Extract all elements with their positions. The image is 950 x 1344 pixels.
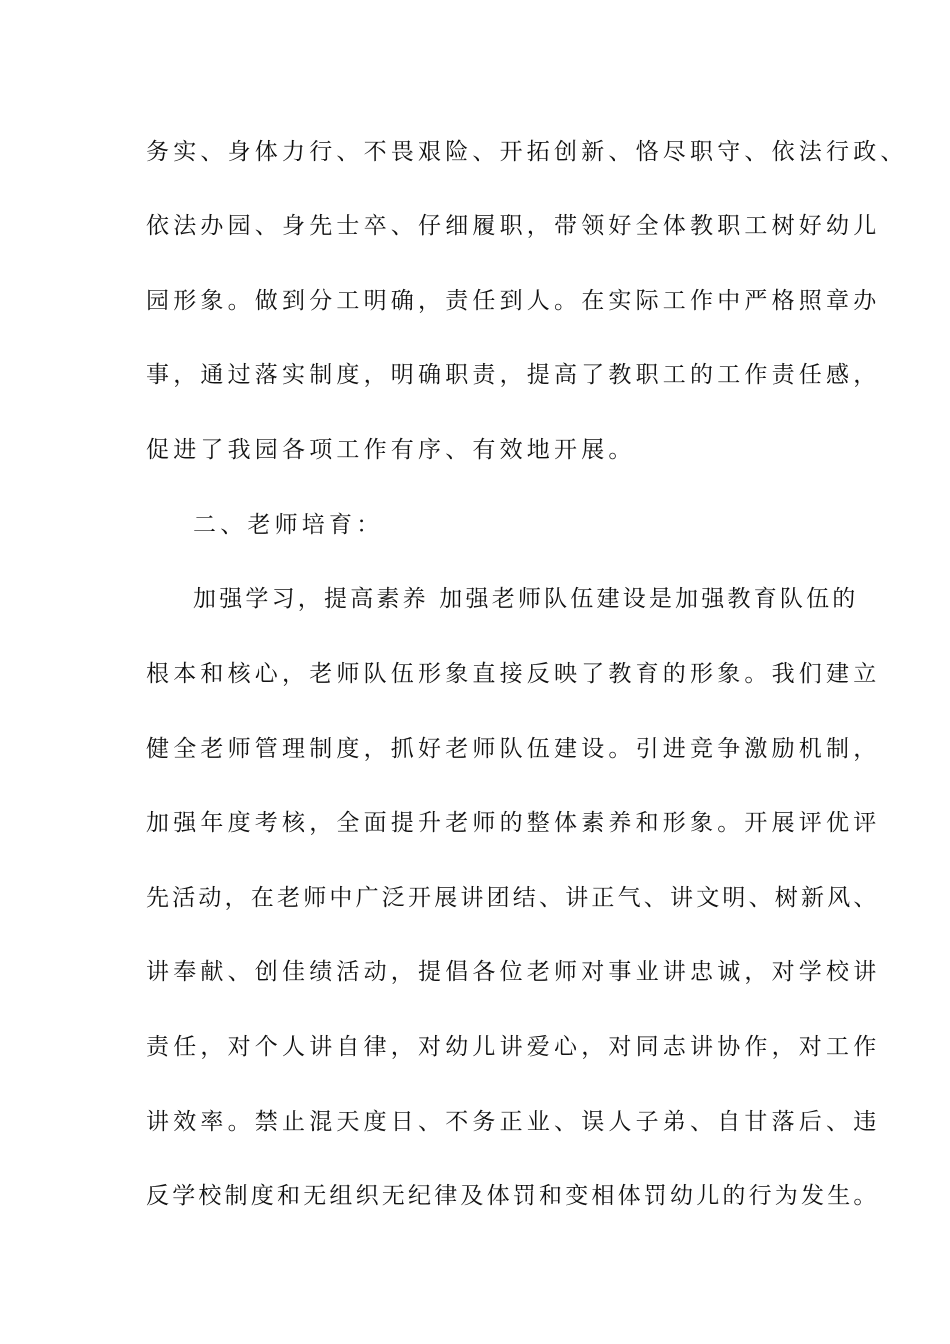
paragraph-line: 健全老师管理制度，抓好老师队伍建设。引进竞争激励机制， xyxy=(146,736,881,762)
paragraph-line: 讲效率。禁止混天度日、不务正业、误人子弟、自甘落后、违 xyxy=(146,1109,881,1135)
paragraph-line: 事，通过落实制度，明确职责，提高了教职工的工作责任感， xyxy=(146,362,881,388)
paragraph-line: 先活动，在老师中广泛开展讲团结、讲正气、讲文明、树新风、 xyxy=(146,885,880,911)
paragraph-line: 根本和核心，老师队伍形象直接反映了教育的形象。我们建立 xyxy=(146,661,881,687)
paragraph-line: 促进了我园各项工作有序、有效地开展。 xyxy=(146,437,636,463)
paragraph-line: 务实、身体力行、不畏艰险、开拓创新、恪尽职守、依法行政、 xyxy=(146,139,908,165)
paragraph-line: 讲奉献、创佳绩活动，提倡各位老师对事业讲忠诚，对学校讲 xyxy=(146,959,881,985)
paragraph-line: 依法办园、身先士卒、仔细履职，带领好全体教职工树好幼儿 xyxy=(146,213,881,239)
paragraph-line: 加强年度考核，全面提升老师的整体素养和形象。开展评优评 xyxy=(146,810,881,836)
paragraph-line: 加强学习，提高素养 加强老师队伍建设是加强教育队伍的 xyxy=(193,586,859,612)
section-heading: 二、老师培育： xyxy=(193,512,384,538)
paragraph-line: 责任，对个人讲自律，对幼儿讲爱心，对同志讲协作，对工作 xyxy=(146,1034,881,1060)
paragraph-line: 园形象。做到分工明确，责任到人。在实际工作中严格照章办 xyxy=(146,288,881,314)
paragraph-line: 反学校制度和无组织无纪律及体罚和变相体罚幼儿的行为发生。 xyxy=(146,1183,880,1209)
